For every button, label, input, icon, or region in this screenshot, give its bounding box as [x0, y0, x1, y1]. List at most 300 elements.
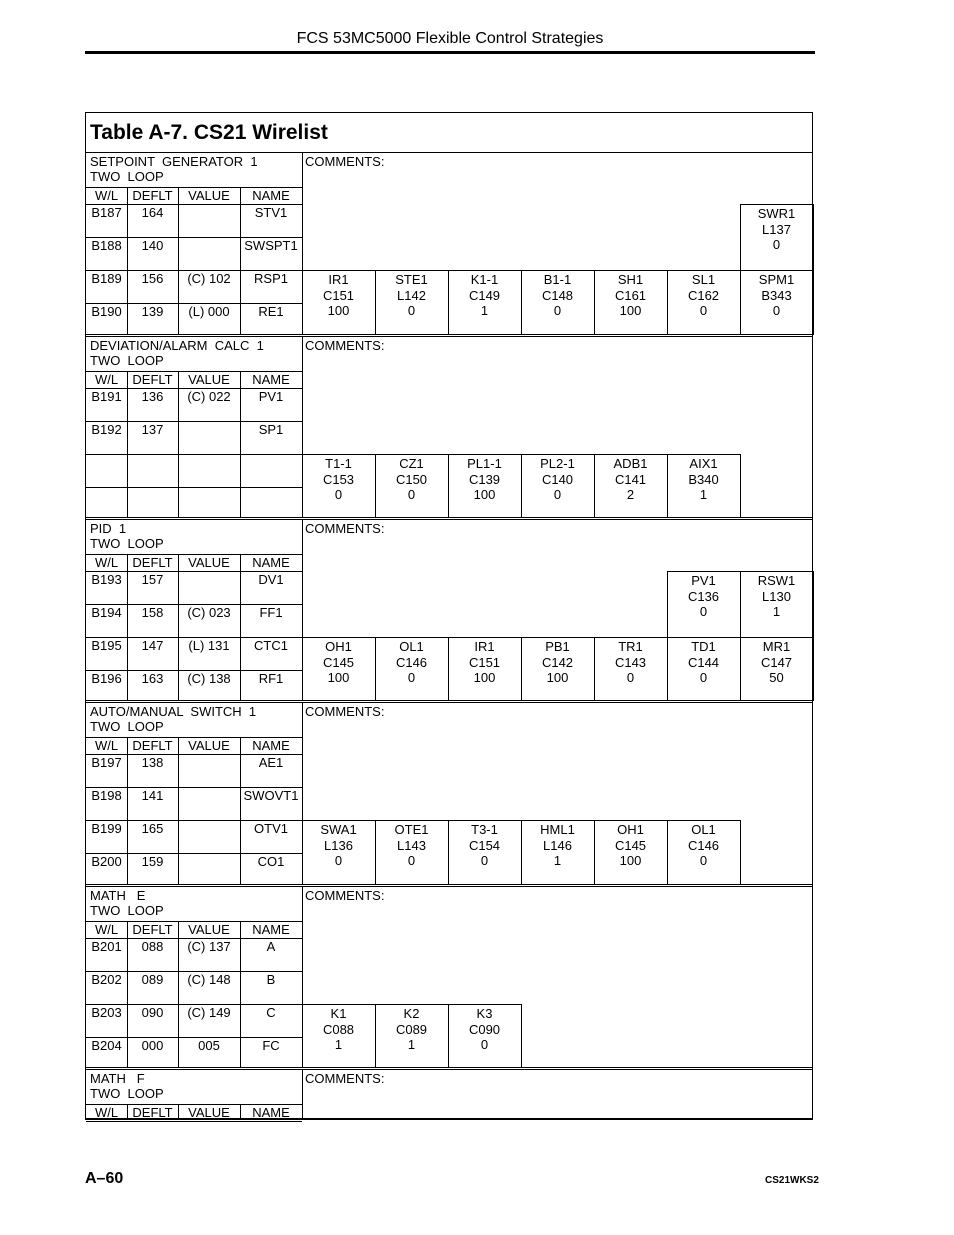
wire-box-code: L136 — [324, 837, 353, 853]
page-number: A–60 — [85, 1170, 124, 1187]
section-header — [90, 521, 164, 551]
wire-box — [375, 1006, 448, 1053]
wire-box-code: C088 — [322, 1021, 355, 1037]
column-header: VALUE — [188, 372, 230, 387]
table-cell: B187 — [91, 205, 122, 220]
wire-box — [448, 272, 521, 319]
section-rule — [86, 700, 813, 701]
wire-box-value: 0 — [407, 487, 416, 502]
wire-box-code: C090 — [468, 1021, 501, 1037]
box-rule — [667, 820, 740, 821]
table-cell: A — [266, 939, 276, 954]
section-subtitle: TWO LOOP — [90, 1086, 164, 1101]
column-header: VALUE — [188, 188, 230, 203]
section-subtitle: TWO LOOP — [90, 353, 164, 368]
table-cell: B193 — [91, 572, 122, 587]
table-cell: (C) 138 — [187, 671, 231, 686]
wire-box-value: 0 — [699, 604, 708, 619]
box-rule — [667, 571, 740, 572]
comments-label: COMMENTS: — [305, 888, 385, 903]
wire-box-value: 100 — [327, 670, 350, 685]
wire-box-code: L142 — [397, 287, 426, 303]
section-title: DEVIATION/ALARM CALC 1 — [90, 338, 264, 353]
box-rule — [302, 454, 375, 455]
wire-box-label: PL2-1 — [540, 456, 575, 471]
row-rule — [86, 487, 302, 488]
wire-box-code: L130 — [762, 588, 791, 604]
wire-box — [667, 639, 740, 686]
column-header: VALUE — [188, 1105, 230, 1120]
wire-box-value: 0 — [407, 303, 416, 318]
wire-box-code: C150 — [395, 471, 428, 487]
wire-box — [667, 272, 740, 319]
wire-box-code: C141 — [614, 471, 647, 487]
wire-box — [667, 456, 740, 503]
box-rule — [594, 820, 667, 821]
box-rule — [521, 637, 594, 638]
wire-box-label: SWA1 — [320, 822, 357, 837]
section-rule — [86, 886, 813, 887]
table-cell: STV1 — [254, 205, 288, 220]
wire-box — [667, 573, 740, 620]
wire-box-label: T1-1 — [325, 456, 352, 471]
wire-box-label: T3-1 — [471, 822, 498, 837]
wire-box-code: L137 — [762, 221, 791, 237]
table-cell: C — [266, 1005, 276, 1020]
column-header-rule — [86, 1121, 302, 1122]
wire-box-label: STE1 — [395, 272, 428, 287]
wire-box-label: CZ1 — [399, 456, 424, 471]
table-cell: 163 — [141, 671, 164, 686]
comments-label: COMMENTS: — [305, 1071, 385, 1086]
box-rule — [521, 270, 594, 271]
table-cell: B203 — [91, 1005, 122, 1020]
table-cell: B204 — [91, 1038, 122, 1053]
table-cell: B192 — [91, 422, 122, 437]
table-cell: 088 — [141, 939, 164, 954]
table-cell: DV1 — [258, 572, 284, 587]
table-cell: 159 — [141, 854, 164, 869]
table-cell: B190 — [91, 304, 122, 319]
table-cell: B201 — [91, 939, 122, 954]
wire-box-code: L143 — [397, 837, 426, 853]
box-rule — [521, 454, 594, 455]
wire-box-label: IR1 — [328, 272, 349, 287]
wire-box — [375, 822, 448, 869]
wire-box-code: C145 — [614, 837, 647, 853]
wire-box-label: SH1 — [617, 272, 644, 287]
row-rule — [86, 454, 302, 455]
wire-box-value: 50 — [769, 670, 784, 685]
section-subtitle: TWO LOOP — [90, 536, 164, 551]
section-rule — [86, 1069, 813, 1070]
header-rule — [85, 51, 815, 54]
wire-box — [375, 272, 448, 319]
table-cell: B198 — [91, 788, 122, 803]
box-rule — [813, 270, 814, 335]
box-rule — [813, 204, 814, 270]
table-cell: 141 — [141, 788, 164, 803]
wire-box-label: SL1 — [691, 272, 716, 287]
column-rule — [178, 737, 179, 885]
section-header — [90, 154, 258, 184]
wire-box-value: 1 — [480, 303, 489, 318]
wire-box — [375, 639, 448, 686]
wire-box-code: C089 — [395, 1021, 428, 1037]
wire-box — [448, 456, 521, 503]
column-rule — [178, 1104, 179, 1119]
box-rule — [740, 204, 813, 205]
section-rule — [86, 1067, 813, 1068]
box-rule — [448, 637, 521, 638]
wire-box-code: C154 — [468, 837, 501, 853]
box-rule — [667, 637, 740, 638]
table-cell: 147 — [141, 638, 164, 653]
column-header: DEFLT — [132, 372, 173, 387]
wire-box-code: B340 — [688, 471, 719, 487]
table-cell: 157 — [141, 572, 164, 587]
column-header: VALUE — [188, 555, 230, 570]
wire-box-value: 1 — [553, 853, 562, 868]
table-cell: (C) 149 — [187, 1005, 231, 1020]
section-header — [90, 338, 264, 368]
section-rule — [86, 519, 813, 520]
box-rule — [375, 637, 448, 638]
box-rule — [740, 571, 813, 572]
wire-box-label: OTE1 — [394, 822, 429, 837]
wire-box-code: C153 — [322, 471, 355, 487]
box-rule — [521, 1004, 522, 1068]
wire-box-value: 100 — [619, 303, 642, 318]
wire-box-code: C162 — [687, 287, 720, 303]
wire-box — [448, 1006, 521, 1053]
table-cell: SP1 — [258, 422, 284, 437]
wire-box-value: 0 — [480, 1037, 489, 1052]
wire-box — [302, 639, 375, 686]
wire-box-code: C145 — [322, 654, 355, 670]
section-rule — [86, 336, 813, 337]
wire-box-label: K1-1 — [470, 272, 499, 287]
wire-box — [667, 822, 740, 869]
column-header: DEFLT — [132, 1105, 173, 1120]
wire-box — [448, 639, 521, 686]
wire-box-label: TR1 — [618, 639, 643, 654]
wire-box-value: 0 — [334, 853, 343, 868]
table-cell: PV1 — [258, 389, 284, 404]
column-header: W/L — [94, 922, 119, 937]
wire-box-value: 0 — [626, 670, 635, 685]
box-rule — [594, 270, 667, 271]
table-cell: B — [266, 972, 276, 987]
wire-box — [594, 456, 667, 503]
box-rule — [813, 571, 814, 637]
column-header: DEFLT — [132, 738, 173, 753]
box-rule — [448, 270, 521, 271]
section-rule — [86, 334, 813, 335]
wire-box-value: 2 — [626, 487, 635, 502]
wire-box-label: IR1 — [474, 639, 495, 654]
section-title: AUTO/MANUAL SWITCH 1 — [90, 704, 257, 719]
table-cell: 164 — [141, 205, 164, 220]
wire-box-value: 0 — [699, 853, 708, 868]
table-cell: FC — [262, 1038, 280, 1053]
table-cell: 139 — [141, 304, 164, 319]
table-cell: 005 — [198, 1038, 220, 1053]
wire-box-code: C136 — [687, 588, 720, 604]
wire-box — [448, 822, 521, 869]
wire-box-label: K2 — [403, 1006, 420, 1021]
table-cell: 089 — [141, 972, 164, 987]
table-cell: B191 — [91, 389, 122, 404]
wire-box-code: C139 — [468, 471, 501, 487]
table-cell: FF1 — [259, 605, 283, 620]
wire-box — [594, 272, 667, 319]
wire-box-code: B343 — [761, 287, 792, 303]
wire-box-label: OH1 — [325, 639, 352, 654]
wire-box-value: 1 — [334, 1037, 343, 1052]
column-header: VALUE — [188, 738, 230, 753]
wire-box — [302, 822, 375, 869]
table-cell: 090 — [141, 1005, 164, 1020]
wire-box-label: PB1 — [545, 639, 570, 654]
wire-box-code: C146 — [687, 837, 720, 853]
box-rule — [667, 270, 740, 271]
comments-label: COMMENTS: — [305, 154, 385, 169]
wire-box — [521, 456, 594, 503]
box-rule — [448, 454, 521, 455]
wire-box-label: SWR1 — [757, 206, 796, 221]
table-cell: B200 — [91, 854, 122, 869]
wire-box-code: L146 — [543, 837, 572, 853]
section-rule — [86, 517, 813, 518]
wire-box — [521, 272, 594, 319]
wire-box-value: 0 — [407, 853, 416, 868]
table-cell: 140 — [141, 238, 164, 253]
wire-box — [740, 206, 813, 253]
wire-box-label: ADB1 — [613, 456, 648, 471]
wire-box-label: TD1 — [691, 639, 716, 654]
table-cell: (C) 137 — [187, 939, 231, 954]
table-cell: AE1 — [258, 755, 284, 770]
box-rule — [594, 637, 667, 638]
wire-box-value: 0 — [699, 670, 708, 685]
wire-box — [740, 272, 813, 319]
wire-box-label: RSW1 — [757, 573, 796, 588]
table-cell: B194 — [91, 605, 122, 620]
table-cell: RF1 — [258, 671, 284, 686]
wire-box-label: OH1 — [617, 822, 644, 837]
table-cell: B189 — [91, 271, 122, 286]
section-title: PID 1 — [90, 521, 127, 536]
table-cell: 000 — [141, 1038, 164, 1053]
table-cell: SWSPT1 — [244, 238, 298, 253]
wire-box-label: OL1 — [691, 822, 716, 837]
box-rule — [302, 820, 375, 821]
table-cell: B195 — [91, 638, 122, 653]
wire-box-value: 0 — [407, 670, 416, 685]
wire-box — [521, 639, 594, 686]
section-subtitle: TWO LOOP — [90, 903, 164, 918]
wire-box-value: 0 — [334, 487, 343, 502]
wire-box-label: MR1 — [762, 639, 791, 654]
box-rule — [302, 1004, 375, 1005]
column-header: W/L — [94, 372, 119, 387]
table-cell: B188 — [91, 238, 122, 253]
running-header: FCS 53MC5000 Flexible Control Strategies — [296, 30, 604, 47]
wire-box-value: 0 — [699, 303, 708, 318]
wire-box-code: C148 — [541, 287, 574, 303]
table-cell: (C) 022 — [187, 389, 231, 404]
wire-box — [740, 639, 813, 686]
column-header: DEFLT — [132, 188, 173, 203]
wire-box-value: 1 — [772, 604, 781, 619]
table-cell: 156 — [141, 271, 164, 286]
table-cell: RE1 — [258, 304, 284, 319]
section-header — [90, 704, 256, 734]
table-cell: (C) 148 — [187, 972, 231, 987]
table-cell: 138 — [141, 755, 164, 770]
section-title: SETPOINT GENERATOR 1 — [90, 154, 258, 169]
box-rule — [375, 454, 448, 455]
column-header: W/L — [94, 555, 119, 570]
wire-box — [302, 1006, 375, 1053]
box-rule — [521, 820, 594, 821]
wire-box-label: PL1-1 — [467, 456, 502, 471]
column-header: W/L — [94, 738, 119, 753]
table-cell: CO1 — [257, 854, 285, 869]
table-cell: 137 — [141, 422, 164, 437]
table-cell: 136 — [141, 389, 164, 404]
box-rule — [813, 637, 814, 701]
wire-box — [740, 573, 813, 620]
table-cell: B197 — [91, 755, 122, 770]
wire-box-code: C147 — [760, 654, 793, 670]
box-rule — [740, 637, 813, 638]
column-header: NAME — [252, 922, 290, 937]
wire-box — [302, 272, 375, 319]
wire-box-value: 0 — [553, 487, 562, 502]
wire-box — [375, 456, 448, 503]
section-rule — [86, 152, 813, 153]
table-title: Table A-7. CS21 Wirelist — [90, 121, 328, 144]
table-cell: RSP1 — [254, 271, 288, 286]
wire-box-value: 0 — [553, 303, 562, 318]
wire-box-label: AIX1 — [689, 456, 718, 471]
table-cell: (L) 131 — [188, 638, 230, 653]
wire-box-value: 1 — [407, 1037, 416, 1052]
wire-box-value: 100 — [546, 670, 569, 685]
table-cell: B199 — [91, 821, 122, 836]
box-rule — [302, 637, 375, 638]
box-rule — [448, 820, 521, 821]
section-subtitle: TWO LOOP — [90, 719, 164, 734]
section-header — [90, 888, 164, 918]
table-cell: OTV1 — [254, 821, 288, 836]
document-code: CS21WKS2 — [765, 1175, 819, 1186]
table-cell: (C) 102 — [187, 271, 231, 286]
box-rule — [375, 270, 448, 271]
wire-box-label: OL1 — [399, 639, 424, 654]
column-header: NAME — [252, 555, 290, 570]
column-header: W/L — [94, 1105, 119, 1120]
column-header: W/L — [94, 188, 119, 203]
section-rule — [86, 702, 813, 703]
wire-box-code: C140 — [541, 471, 574, 487]
wire-box-code: C149 — [468, 287, 501, 303]
column-header: DEFLT — [132, 922, 173, 937]
section-title: MATH E — [90, 888, 146, 903]
table-cell: 165 — [141, 821, 164, 836]
wire-box-code: C151 — [322, 287, 355, 303]
wire-box-value: 0 — [772, 237, 781, 252]
table-cell: B196 — [91, 671, 122, 686]
section-rule — [86, 884, 813, 885]
wire-box — [521, 822, 594, 869]
wire-box-value: 100 — [473, 487, 496, 502]
wire-box-label: B1-1 — [543, 272, 572, 287]
wire-box — [594, 822, 667, 869]
box-rule — [302, 270, 375, 271]
comments-label: COMMENTS: — [305, 338, 385, 353]
box-rule — [594, 454, 667, 455]
wire-box — [594, 639, 667, 686]
wire-box-code: C161 — [614, 287, 647, 303]
column-header: DEFLT — [132, 555, 173, 570]
table-cell: SWOVT1 — [243, 788, 299, 803]
wire-box-code: C142 — [541, 654, 574, 670]
column-rule — [127, 1104, 128, 1119]
wire-box-label: PV1 — [691, 573, 716, 588]
wire-box-value: 0 — [480, 853, 489, 868]
box-rule — [740, 270, 813, 271]
wire-box-value: 0 — [772, 303, 781, 318]
box-rule — [740, 454, 741, 518]
section-subtitle: TWO LOOP — [90, 169, 164, 184]
box-rule — [667, 454, 740, 455]
wire-box-label: K1 — [330, 1006, 347, 1021]
wire-box-label: HML1 — [540, 822, 575, 837]
wire-box-label: K3 — [476, 1006, 493, 1021]
table-cell: B202 — [91, 972, 122, 987]
column-header: NAME — [252, 372, 290, 387]
box-rule — [375, 1004, 448, 1005]
comments-label: COMMENTS: — [305, 521, 385, 536]
wire-box-value: 100 — [619, 853, 642, 868]
box-rule — [740, 820, 741, 885]
wire-box-value: 1 — [699, 487, 708, 502]
table-cell: (C) 023 — [187, 605, 231, 620]
table-cell: CTC1 — [254, 638, 288, 653]
comments-label: COMMENTS: — [305, 704, 385, 719]
wire-box-value: 100 — [473, 670, 496, 685]
wire-box — [302, 456, 375, 503]
wire-box-code: C146 — [395, 654, 428, 670]
column-header: VALUE — [188, 922, 230, 937]
wire-box-code: C143 — [614, 654, 647, 670]
section-divider — [302, 1069, 303, 1119]
table-cell: (L) 000 — [188, 304, 230, 319]
column-header: NAME — [252, 738, 290, 753]
section-title: MATH F — [90, 1071, 145, 1086]
wire-box-label: SPM1 — [758, 272, 795, 287]
box-rule — [448, 1004, 521, 1005]
wire-box-value: 100 — [327, 303, 350, 318]
column-header: NAME — [252, 1105, 290, 1120]
wire-box-code: C144 — [687, 654, 720, 670]
column-header: NAME — [252, 188, 290, 203]
table-cell: 158 — [141, 605, 164, 620]
box-rule — [375, 820, 448, 821]
